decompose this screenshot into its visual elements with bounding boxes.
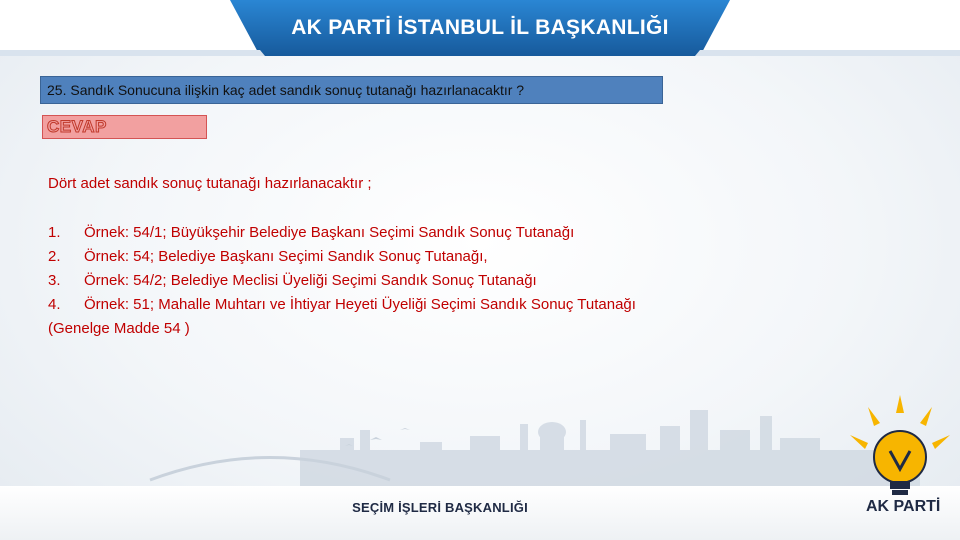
source-reference: (Genelge Madde 54 ) bbox=[48, 320, 190, 337]
item-number: 4. bbox=[48, 296, 61, 313]
logo-text: AK PARTİ bbox=[866, 498, 941, 515]
list-item bbox=[48, 269, 636, 293]
item-text: Örnek: 51; Mahalle Muhtarı ve İhtiyar Heyeti Üyeliği Seçimi Sandık Sonuç Tutanağı bbox=[84, 296, 636, 313]
item-text: Örnek: 54; Belediye Başkanı Seçimi Sandık Sonuç Tutanağı, bbox=[84, 248, 488, 265]
list-item bbox=[48, 245, 636, 269]
top-banner bbox=[0, 0, 960, 62]
list-item bbox=[48, 221, 636, 245]
item-number: 2. bbox=[48, 248, 61, 265]
list-item bbox=[48, 293, 636, 317]
item-number: 1. bbox=[48, 224, 61, 241]
item-text: Örnek: 54/2; Belediye Meclisi Üyeliği Seçimi Sandık Sonuç Tutanağı bbox=[84, 272, 537, 289]
answer-intro: Dört adet sandık sonuç tutanağı hazırlanacaktır ; bbox=[48, 175, 372, 192]
answer-list bbox=[48, 221, 636, 317]
answer-tag: CEVAP bbox=[42, 115, 207, 139]
bottom-caption: SEÇİM İŞLERİ BAŞKANLIĞI bbox=[352, 500, 528, 515]
istanbul-skyline-decoration bbox=[0, 380, 960, 490]
banner-title: AK PARTİ İSTANBUL İL BAŞKANLIĞI bbox=[291, 16, 669, 39]
item-text: Örnek: 54/1; Büyükşehir Belediye Başkanı Seçimi Sandık Sonuç Tutanağı bbox=[84, 224, 575, 241]
item-number: 3. bbox=[48, 272, 61, 289]
question-box: 25. Sandık Sonucuna ilişkin kaç adet sandık sonuç tutanağı hazırlanacaktır ? bbox=[40, 76, 663, 104]
